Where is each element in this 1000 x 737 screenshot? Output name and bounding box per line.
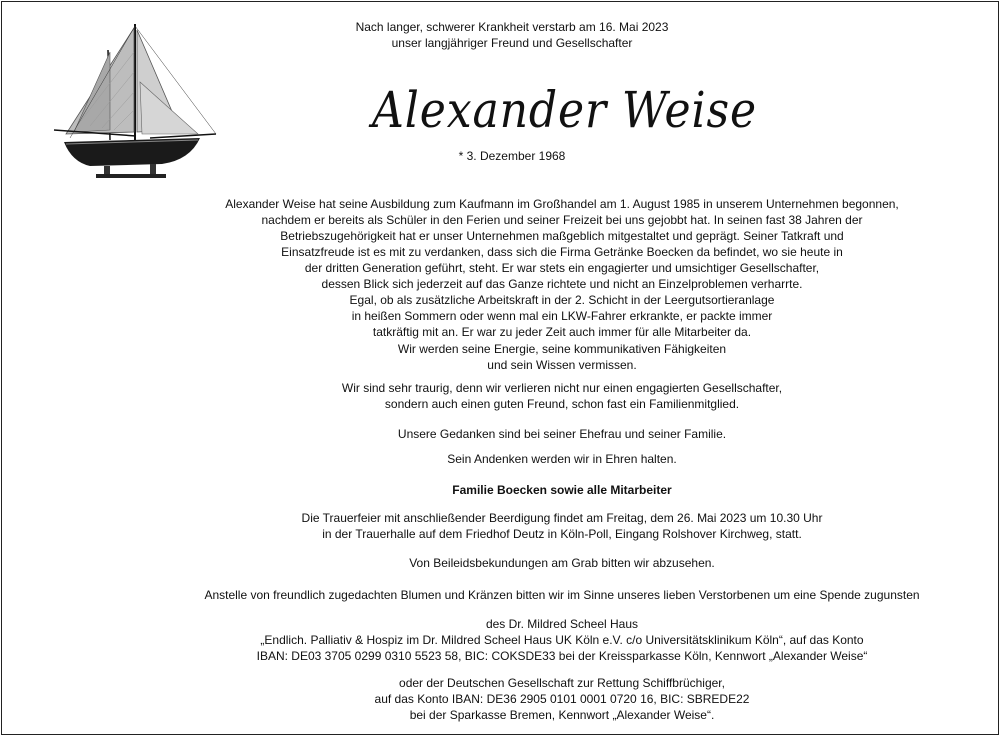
donation-line: auf das Konto IBAN: DE36 2905 0101 0001 0720 16, BIC: SBREDE22: [374, 692, 750, 706]
miss-paragraph: [122, 341, 1000, 373]
donation-intro: Anstelle von freundlich zugedachten Blumen und Kränzen bitten wir im Sinne unseres lieben Verstorbenen um eine Spende zugunsten: [204, 588, 920, 602]
condolence-note: Von Beileidsbekundungen am Grab bitten wir abzusehen.: [409, 556, 715, 570]
biography: [122, 196, 1000, 340]
thoughts-line: Unsere Gedanken sind bei seiner Ehefrau und seiner Familie.: [397, 427, 727, 441]
miss-line: und sein Wissen vermissen.: [487, 358, 637, 372]
donation-option-1: [122, 616, 1000, 664]
announcement-line: unser langjähriger Freund und Gesellschafter: [391, 36, 633, 50]
donation-option-2: [122, 675, 1000, 723]
bio-line: in heißen Sommern oder wenn mal ein LKW-Fahrer erkrankte, er packte immer: [351, 309, 773, 323]
miss-line: Wir werden seine Energie, seine kommunikativen Fähigkeiten: [397, 342, 727, 356]
bio-line: tatkräftig mit an. Er war zu jeder Zeit auch immer für alle Mitarbeiter da.: [372, 325, 752, 339]
bio-line: Egal, ob als zusätzliche Arbeitskraft in der 2. Schicht in der Leergutsortieranlage: [349, 293, 775, 307]
bio-line: nachdem er bereits als Schüler in den Ferien und seiner Freizeit bei uns gejobbt hat. In seinen fast 38 Jahren der: [261, 213, 863, 227]
signature: Familie Boecken sowie alle Mitarbeiter: [452, 483, 672, 497]
sailboat-image: [50, 22, 218, 182]
sad-line: Wir sind sehr traurig, denn wir verlieren nicht nur einen engagierten Gesellschafter,: [341, 381, 783, 395]
bio-line: der dritten Generation geführt, steht. Er war stets ein engagierter und umsichtiger Gesellschafter,: [304, 261, 820, 275]
memory-line: Sein Andenken werden wir in Ehren halten.: [447, 452, 677, 466]
donation-line: bei der Sparkasse Bremen, Kennwort „Alexander Weise“.: [409, 708, 715, 722]
funeral-info: [122, 510, 1000, 542]
obituary-notice: [1, 1, 999, 735]
sad-paragraph: [122, 380, 1000, 412]
bio-line: Betriebszugehörigkeit hat er unser Unternehmen maßgeblich mitgestaltet und geprägt. Seiner Tatkraft und: [280, 229, 844, 243]
announcement-line: Nach langer, schwerer Krankheit verstarb am 16. Mai 2023: [355, 20, 669, 34]
bio-line: dessen Blick sich jederzeit auf das Ganze richtete und nicht an Einzelproblemen verharrte.: [321, 277, 803, 291]
death-announcement: [242, 19, 782, 51]
funeral-line: in der Trauerhalle auf dem Friedhof Deutz in Köln-Poll, Eingang Rolshover Kirchweg, statt.: [322, 527, 802, 541]
svg-text:Alexander Weise: Alexander Weise: [368, 81, 757, 139]
donation-line: „Endlich. Palliativ & Hospiz im Dr. Mildred Scheel Haus UK Köln e.V. c/o Universitätsklinikum Köln“, auf das Konto: [260, 633, 864, 647]
deceased-name: [352, 72, 772, 142]
bio-line: Alexander Weise hat seine Ausbildung zum Kaufmann im Großhandel am 1. August 1985 in unserem Unternehmen begonnen,: [225, 197, 899, 211]
donation-line: des Dr. Mildred Scheel Haus: [485, 617, 639, 631]
bio-line: Einsatzfreude ist es mit zu verdanken, dass sich die Firma Getränke Boecken da befindet, wo sie heute in: [281, 245, 843, 259]
birth-date: * 3. Dezember 1968: [458, 149, 566, 163]
donation-line: IBAN: DE03 3705 0299 0310 5523 58, BIC: COKSDE33 bei der Kreissparkasse Köln, Kennwort „Alexander Weise“: [256, 649, 868, 663]
funeral-line: Die Trauerfeier mit anschließender Beerdigung findet am Freitag, dem 26. Mai 2023 um 10.30 Uhr: [301, 511, 823, 525]
donation-line: oder der Deutschen Gesellschaft zur Rettung Schiffbrüchiger,: [399, 676, 725, 690]
sad-line: sondern auch einen guten Freund, schon fast ein Familienmitglied.: [384, 397, 740, 411]
